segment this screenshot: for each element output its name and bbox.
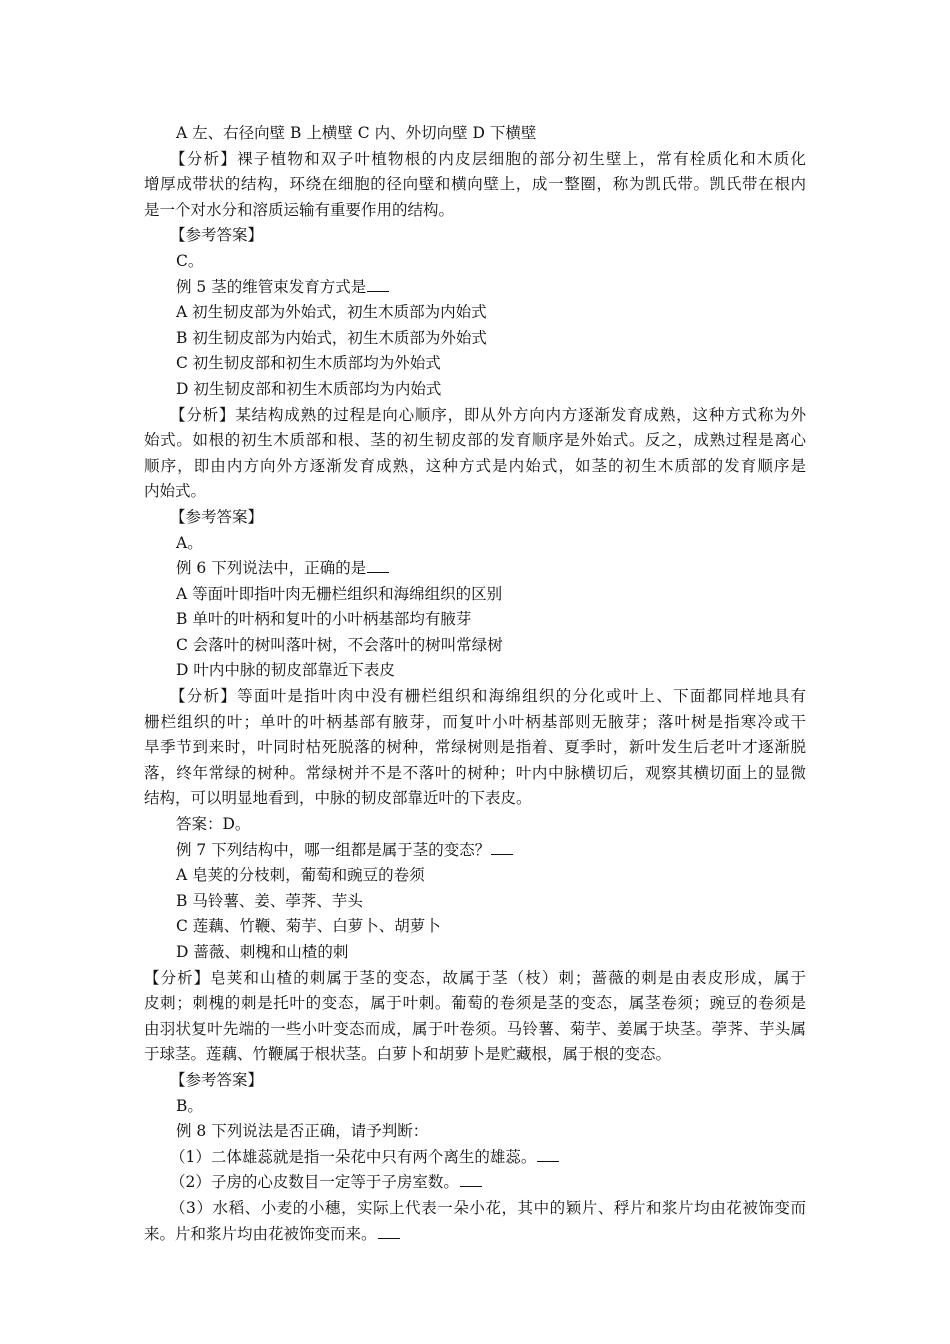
text-line — [144, 505, 806, 531]
line-text: 落，终年常绿的树种。常绿树并不是不落叶的树种；叶内中脉横切后，观察其横切面上的显微 — [144, 763, 806, 782]
text-line — [144, 326, 806, 352]
line-text: C。 — [176, 251, 204, 270]
line-text: 例 8 下列说法是否正确，请予判断： — [176, 1122, 429, 1141]
text-line — [144, 275, 806, 301]
text-line — [144, 838, 806, 864]
line-text: A 皂荚的分枝刺，葡萄和豌豆的卷须 — [176, 866, 425, 885]
text-line — [144, 223, 806, 249]
text-line — [144, 607, 806, 633]
line-text: B。 — [176, 1096, 203, 1115]
line-text: 增厚成带状的结构，环绕在细胞的径向壁和横向壁上，成一整圈，称为凯氏带。凯氏带在根内 — [144, 175, 806, 194]
text-line — [144, 658, 806, 684]
line-text: 【分析】某结构成熟的过程是向心顺序，即从外方向内方逐渐发育成熟，这种方式称为外 — [170, 405, 806, 424]
line-text: （3）水稻、小麦的小穗，实际上代表一朵小花，其中的颖片、稃片和浆片均由花被饰变而 — [170, 1198, 806, 1217]
line-text: 皮刺；刺槐的刺是托叶的变态，属于叶刺。葡萄的卷须是茎的变态，属茎卷须；豌豆的卷须是 — [144, 994, 806, 1013]
text-line — [144, 889, 806, 915]
text-line — [144, 351, 806, 377]
text-line — [144, 377, 806, 403]
text-line — [144, 684, 806, 710]
text-line — [144, 1222, 806, 1248]
text-line — [144, 428, 806, 454]
text-line — [144, 531, 806, 557]
text-line — [144, 249, 806, 275]
text-line — [144, 1196, 806, 1222]
line-text: A 初生韧皮部为外始式，初生木质部为内始式 — [176, 303, 487, 322]
text-line — [144, 1119, 806, 1145]
line-text: 旱季节到来时，叶同时枯死脱落的树种，常绿树则是指着、夏季时，新叶发生后老叶才逐渐脱 — [144, 738, 806, 757]
line-text: 是一个对水分和溶质运输有重要作用的结构。 — [144, 200, 455, 219]
text-line — [144, 735, 806, 761]
line-text: 【分析】裸子植物和双子叶植物根的内皮层细胞的部分初生壁上，常有栓质化和木质化 — [170, 149, 806, 168]
text-line — [144, 198, 806, 224]
text-line — [144, 1068, 806, 1094]
document-page — [144, 121, 806, 1247]
line-text: 【参考答案】 — [170, 226, 264, 245]
text-line — [144, 1017, 806, 1043]
line-text: C 初生韧皮部和初生木质部均为外始式 — [176, 354, 441, 373]
line-text: 答案：D。 — [176, 815, 251, 834]
line-text: D 叶内中脉的韧皮部靠近下表皮 — [176, 661, 395, 680]
line-text: 于球茎。莲藕、竹鞭属于根状茎。白萝卜和胡萝卜是贮藏根，属于根的变态。 — [144, 1045, 672, 1064]
answer-blank — [367, 558, 389, 573]
text-line — [144, 300, 806, 326]
text-line — [144, 454, 806, 480]
text-line — [144, 710, 806, 736]
text-line — [144, 172, 806, 198]
text-line — [144, 863, 806, 889]
line-text: 内始式。 — [144, 482, 207, 501]
text-line — [144, 812, 806, 838]
answer-blank — [367, 277, 389, 292]
line-text: 结构，可以明显地看到，中脉的韧皮部靠近叶的下表皮。 — [144, 789, 532, 808]
line-text: 例 5 茎的维管束发育方式是 — [176, 277, 367, 296]
line-text: （1）二体雄蕊就是指一朵花中只有两个离生的雄蕊。 — [170, 1147, 537, 1166]
text-line — [144, 914, 806, 940]
line-text: D 蔷薇、刺槐和山楂的刺 — [176, 943, 349, 961]
line-text: 例 6 下列说法中，正确的是 — [176, 559, 367, 578]
line-text: 顺序，即由内方向外方逐渐发育成熟，这种方式是内始式，如茎的初生木质部的发育顺序是 — [144, 456, 806, 475]
line-text: 【分析】皂荚和山楂的刺属于茎的变态，故属于茎（枝）刺；蔷薇的刺是由表皮形成，属于 — [144, 968, 806, 987]
text-line — [144, 1042, 806, 1068]
text-line — [144, 147, 806, 173]
text-line — [144, 1094, 806, 1120]
line-text: 来。片和浆片均由花被饰变而来。 — [144, 1224, 377, 1243]
line-text: 始式。如根的初生木质部和根、茎的初生韧皮部的发育顺序是外始式。反之，成熟过程是离心 — [144, 431, 806, 450]
line-text: （2）子房的心皮数目一定等于子房室数。 — [170, 1173, 459, 1192]
answer-blank — [537, 1147, 559, 1162]
text-line — [144, 761, 806, 787]
text-line — [144, 966, 806, 992]
line-text: 例 7 下列结构中，哪一组都是属于茎的变态？ — [176, 840, 491, 859]
line-text: 【分析】等面叶是指叶肉中没有栅栏组织和海绵组织的分化或叶上、下面都同样地具有 — [170, 687, 806, 706]
text-line — [144, 786, 806, 812]
text-line — [144, 582, 806, 608]
text-line — [144, 121, 806, 147]
answer-blank — [378, 1224, 400, 1239]
line-text: C 会落叶的树叫落叶树，不会落叶的树叫常绿树 — [176, 635, 503, 654]
text-line — [144, 479, 806, 505]
text-line — [144, 1170, 806, 1196]
text-line — [144, 403, 806, 429]
text-line — [144, 991, 806, 1017]
line-text: B 单叶的叶柄和复叶的小叶柄基部均有腋芽 — [176, 610, 472, 629]
line-text: A。 — [176, 533, 203, 552]
line-text: 栅栏组织的叶；单叶的叶柄基部有腋芽，而复叶小叶柄基部则无腋芽；落叶树是指寒冷或干 — [144, 712, 806, 731]
text-line — [144, 940, 806, 966]
line-text: B 初生韧皮部为内始式，初生木质部为外始式 — [176, 328, 487, 347]
line-text: C 莲藕、竹鞭、菊芋、白萝卜、胡萝卜 — [176, 917, 441, 936]
line-text: B 马铃薯、姜、荸荠、芋头 — [176, 891, 363, 910]
line-text: A 左、右径向壁 B 上横壁 C 内、外切向壁 D 下横壁 — [176, 124, 537, 142]
answer-blank — [491, 840, 513, 855]
answer-blank — [460, 1172, 482, 1187]
line-text: A 等面叶即指叶肉无栅栏组织和海绵组织的区别 — [176, 584, 503, 603]
text-line — [144, 633, 806, 659]
line-text: 【参考答案】 — [170, 507, 264, 526]
line-text: 由羽状复叶先端的一些小叶变态而成，属于叶卷须。马铃薯、菊芋、姜属于块茎。荸荠、芋头属 — [144, 1019, 806, 1038]
line-text: D 初生韧皮部和初生木质部均为内始式 — [176, 379, 442, 398]
text-line — [144, 556, 806, 582]
text-line — [144, 1145, 806, 1171]
line-text: 【参考答案】 — [170, 1070, 264, 1089]
